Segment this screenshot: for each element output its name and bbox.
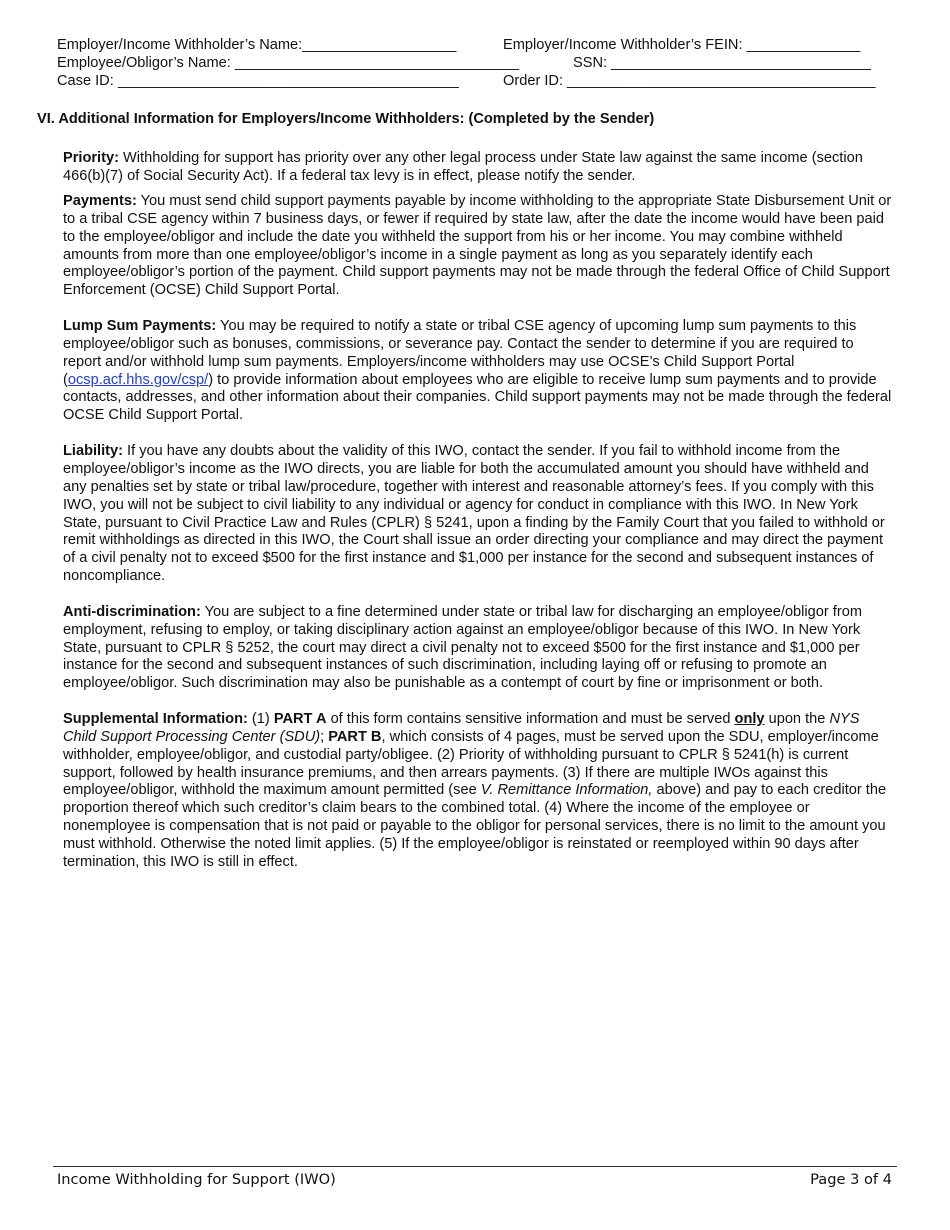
anti-discrimination-heading: Anti-discrimination: (63, 603, 201, 620)
lump-sum-text-cont: ) to provide information about employees who are eligible to receive lump sum payments and to provide contacts, addresses, and other information about their companies. Child support payments may not be made through the federal OCSE Child Support Portal. (63, 371, 892, 424)
supplemental-text: , which consists of 4 pages, must be served upon the SDU, employer/income withholder, employee/obligor, and custodial party/obligee. (2) Priority of withholding pursuant to CPLR § 5241(h) is current support, followed by health insurance premiums, and then arrears payments. (3) If there are multiple IWOs against this employee/obligor, withhold the maximum amount permitted (see (63, 728, 879, 799)
lump-sum-paragraph (63, 318, 893, 425)
ssn-field[interactable]: SSN: ________________________________ (573, 55, 871, 71)
supplemental-text: above) and pay to each creditor the proportion thereof which such creditor’s claim bears to the combined total. (4) Where the income of the employee or nonemployee is compensation that is not paid or payable to the obligor for personal services, there is no limit to the amount you must withhold. Otherwise the noted limit applies. (5) If the employee/obligor is reinstated or reemployed within 90 days after termination, this IWO is still in effect. (63, 782, 887, 871)
liability-text: If you have any doubts about the validity of this IWO, contact the sender. If you fail to withhold income from the employee/obligor’s income as the IWO directs, you are liable for both the accumulated amount you should have withheld and any penalties set by state or tribal law/procedure, together with interest and reasonable attorney’s fees. If you comply with this IWO, you will not be subject to civil liability to any individual or agency for conduct in compliance with this IWO. In New York State, pursuant to Civil Practice Law and Rules (CPLR) § 5241, upon a finding by the Family Court that you failed to withhold or remit withholdings as directed in this IWO, the Court shall issue an order directing your compliance and may direct the payment of a civil penalty not to exceed $500 for the first instance and $1,000 per instance for the second and subsequent instances of noncompliance. (63, 442, 885, 585)
lump-sum-text: You may be required to notify a state or tribal CSE agency of upcoming lump sum payments to this employee/obligor such as bonuses, commissions, or severance pay. Contact the sender to determine if you are required to report and/or withhold lump sum payments. Employers/income withholders may use OCSE’s Child Support Portal ( (63, 317, 857, 388)
supplemental-text: upon the (764, 710, 830, 727)
liability-paragraph (63, 443, 893, 586)
anti-discrimination-paragraph (63, 604, 893, 694)
payments-heading: Payments: (63, 192, 137, 209)
part-a-label: PART A (273, 710, 327, 727)
liability-heading: Liability: (63, 442, 123, 459)
section-title: VI. Additional Information for Employers/Income Withholders: (Completed by the Sender) (37, 111, 655, 127)
priority-paragraph (63, 150, 893, 186)
priority-heading: Priority: (63, 150, 119, 166)
priority-text: Withholding for support has priority over any other legal process under State law against the same income (section 466(b)(7) of Social Security Act). If a federal tax levy is in effect, please notify the sender. (63, 150, 863, 184)
portal-link[interactable]: ocsp.acf.hhs.gov/csp/ (67, 371, 209, 388)
employer-name-field[interactable]: Employer/Income Withholder’s Name:___________________ (57, 37, 457, 53)
payments-text: You must send child support payments payable by income withholding to the appropriate State Disbursement Unit or to a tribal CSE agency within 7 business days, or fewer if required by state law, after the date the income would have been paid to the employee/obligor and include the date you withheld the support from his or her income. You may combine withheld amounts from more than one employee/obligor’s income in a single payment as long as you separately identify each employee/obligor’s portion of the payment. Child support payments may not be made through the federal Office of Child Support Enforcement (OCSE) Child Support Portal. (63, 192, 892, 299)
only-emphasis: only (734, 710, 765, 727)
sdu-name: NYS Child Support Processing Center (SDU) (63, 710, 860, 745)
remittance-reference: V. Remittance Information, (480, 782, 653, 799)
footer-page-number: Page 3 of 4 (810, 1171, 892, 1188)
payments-paragraph (63, 193, 893, 300)
supplemental-paragraph (63, 711, 893, 872)
order-id-field[interactable]: Order ID: ______________________________________ (503, 73, 876, 89)
case-id-field[interactable]: Case ID: __________________________________________ (57, 73, 459, 89)
anti-discrimination-text: You are subject to a fine determined under state or tribal law for discharging an employee/obligor from employment, refusing to employ, or taking disciplinary action against an employee/obligor because of this IWO. In New York State, pursuant to CPLR § 5252, the court may direct a civil penalty not to exceed $500 for the first instance and $1,000 per instance for the second and subsequent instances of such discrimination, including laying off or refusing to promote an employee/obligor. Such discrimination may also be punishable as a contempt of court by fine or imprisonment or both. (63, 603, 862, 692)
supplemental-text: ; (320, 728, 329, 745)
footer-form-name: Income Withholding for Support (IWO) (57, 1171, 336, 1188)
section-body (63, 150, 893, 890)
lump-sum-heading: Lump Sum Payments: (63, 317, 217, 334)
supplemental-heading: Supplemental Information: (63, 710, 248, 727)
part-b-label: PART B (328, 728, 382, 745)
supplemental-text: (1) (247, 710, 274, 727)
supplemental-text: of this form contains sensitive information and must be served (326, 710, 735, 727)
footer-divider (53, 1166, 897, 1167)
employee-name-field[interactable]: Employee/Obligor’s Name: ___________________________________ (57, 55, 519, 71)
employer-fein-field[interactable]: Employer/Income Withholder’s FEIN: ______________ (503, 37, 861, 53)
